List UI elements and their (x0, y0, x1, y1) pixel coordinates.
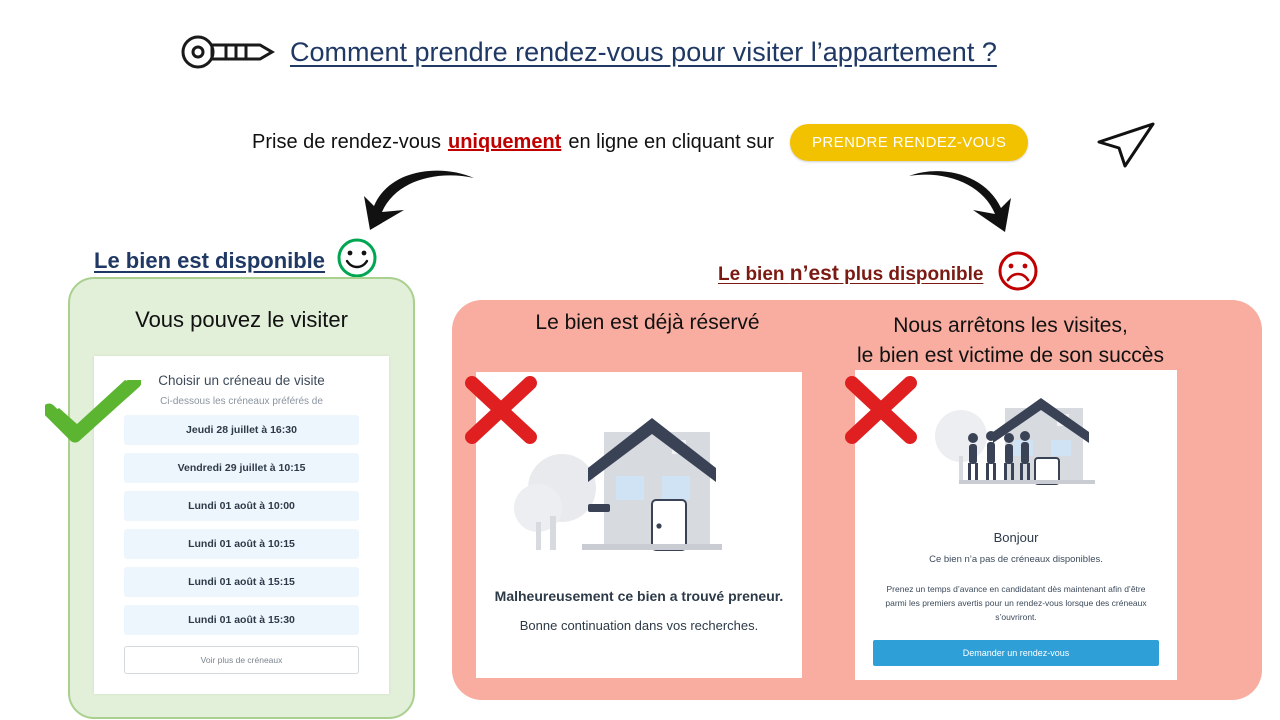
slot-option[interactable]: Lundi 01 août à 10:15 (124, 529, 359, 559)
stopped-greeting: Bonjour (993, 530, 1039, 545)
arrow-to-unavailable-icon (905, 170, 1015, 243)
subtitle-before: Prise de rendez-vous (252, 131, 441, 153)
prendre-rendez-vous-button[interactable]: PRENDRE RENDEZ-VOUS (790, 124, 1028, 161)
stopped-case-title (828, 311, 1193, 371)
slots-card-subtitle: Ci-dessous les créneaux préférés de (160, 396, 323, 407)
slots-card-title: Choisir un créneau de visite (158, 373, 325, 388)
subtitle-emphasis: uniquement (447, 131, 562, 153)
page-title: Comment prendre rendez-vous pour visiter l’appartement ? (290, 36, 997, 67)
key-icon (180, 30, 276, 74)
page-title-row (180, 30, 997, 74)
slot-option[interactable]: Lundi 01 août à 15:15 (124, 567, 359, 597)
slot-option[interactable]: Lundi 01 août à 15:30 (124, 605, 359, 635)
green-check-icon (45, 380, 141, 457)
stopped-message-primary: Ce bien n’a pas de créneaux disponibles. (929, 554, 1103, 565)
stopped-message-secondary: Prenez un temps d’avance en candidatant dès maintenant afin d’être parmi les premiers avertis pour un rendez-vous lorsque des créneaux s’ouvriront. (885, 584, 1147, 622)
slot-option[interactable]: Jeudi 28 juillet à 16:30 (124, 415, 359, 445)
unavailable-heading (718, 248, 1041, 299)
reserved-message-secondary: Bonne continuation dans vos recherches. (519, 618, 759, 633)
red-cross-icon (842, 375, 920, 452)
red-cross-icon (462, 375, 540, 452)
slot-option[interactable]: Vendredi 29 juillet à 10:15 (124, 453, 359, 483)
reserved-message-primary: Malheureusement ce bien a trouvé preneur. (494, 588, 784, 604)
slot-option[interactable]: Lundi 01 août à 10:00 (124, 491, 359, 521)
subtitle-row (252, 124, 1028, 161)
demander-rendez-vous-button[interactable]: Demander un rendez-vous (873, 640, 1159, 666)
available-panel (68, 277, 415, 719)
subtitle-after: en ligne en cliquant sur (568, 131, 775, 153)
unavailable-heading-part2: plus disponible (838, 263, 984, 285)
unavailable-heading-text (718, 262, 983, 286)
stopped-case-title-line1: Nous arrêtons les visites, (893, 314, 1128, 337)
unavailable-heading-strong: n’est (789, 261, 839, 285)
smiley-sad-icon (995, 248, 1041, 299)
available-heading-text: Le bien est disponible (94, 247, 326, 273)
available-panel-title: Vous pouvez le visiter (135, 307, 348, 332)
arrow-to-available-icon (360, 170, 480, 240)
reserved-case-title: Le bien est déjà réservé (535, 311, 760, 334)
mouse-cursor-icon (1095, 118, 1157, 175)
more-slots-button[interactable]: Voir plus de créneaux (124, 646, 359, 674)
stopped-case-title-line2: le bien est victime de son succès (857, 344, 1164, 367)
unavailable-heading-part1: Le bien (718, 263, 790, 285)
